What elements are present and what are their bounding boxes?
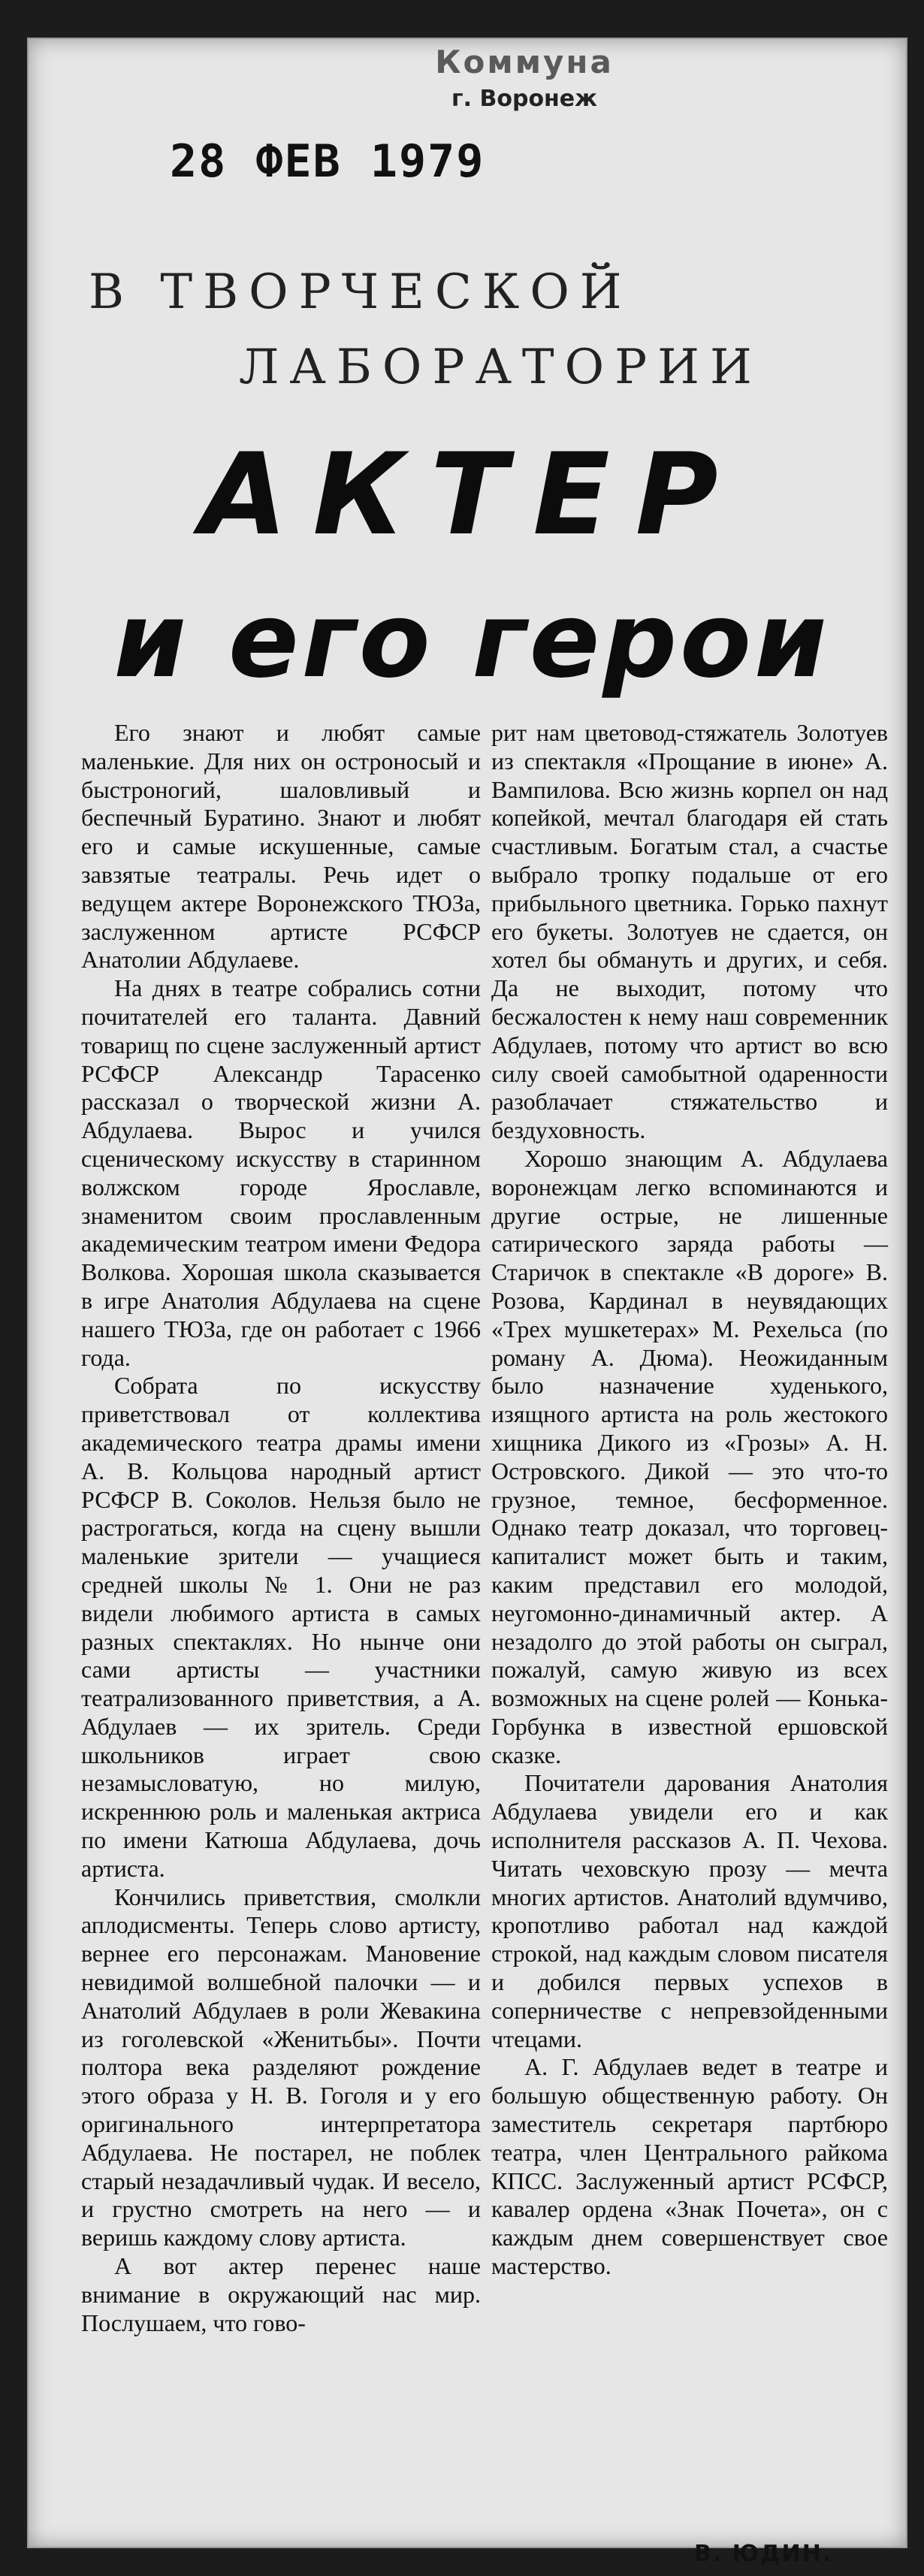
author-signature: В. ЮДИН.	[694, 2541, 833, 2567]
paragraph: Хорошо знающим А. Абдулаева воронежцам легко вспоминаются и другие острые, не лишенные сатирического заряда работы — Старичок в спектакле «В дороге» В. Розова, Кардинал в неувядающих «Трех мушкетерах» М. Рехельса (по роману А. Дюма). Неожиданным было назначение худенького, изящного артиста на роль жестокого хищника Дикого из «Грозы» А. Н. Островского. Дикой — это что-то грузное, темное, бесформенное. Однако театр доказал, что торговец-капиталист может быть и таким, каким представил его молодой, неугомонно-динамичный актер. А незадолго до этой работы он сыграл, пожалуй, самую живую из всех возможных на сцене ролей — Конька-Горбунка в известной ершовской сказке.	[491, 1144, 888, 1768]
article-column-2	[491, 719, 888, 2281]
stamp-newspaper-name: Коммуна	[435, 44, 614, 80]
article-column-1	[81, 719, 481, 2337]
paragraph: Кончились приветствия, смолкли аплодисменты. Теперь слово артисту, вернее его персонажам. Мановение невидимой волшебной палочки — и Анатолий Абдулаев в роли Жевакина из гоголевской «Женитьбы». Почти полтора века разделяют рождение этого образа у Н. В. Гоголя и у его оригинального интерпретатора Абдулаева. Не постарел, не поблек старый незадачливый чудак. И весело, и грустно смотреть на него — и веришь каждому слову артиста.	[81, 1883, 481, 2251]
rubric-line-1: В ТВОРЧЕСКОЙ	[89, 264, 633, 320]
newspaper-clipping	[29, 39, 906, 2567]
paragraph: А. Г. Абдулаев ведет в театре и большую общественную работу. Он заместитель секретаря партбюро театра, член Центрального райкома КПСС. Заслуженный артист РСФСР, кавалер ордена «Знак Почета», он с каждым днем совершенствует свое мастерство.	[491, 2053, 888, 2280]
paragraph: А вот актер перенес наше внимание в окружающий нас мир. Послушаем, что гово-	[81, 2252, 481, 2336]
stamp-city: г. Воронеж	[451, 86, 597, 112]
headline-title: АКТЕР	[200, 430, 744, 560]
paragraph: рит нам цветовод-стяжатель Золотуев из спектакля «Прощание в июне» А. Вампилова. Всю жизнь корпел он над копейкой, мечтал благодаря ей стать счастливым. Богатым стал, а счастье выбрало тропку подальше от его прибыльного цветника. Горько пахнут его букеты. Золотуев не сдается, он хотел бы обмануть и других, и себя. Да не выходит, потому что бесжалостен к нему наш современник Абдулаев, потому что артист во всю силу своей самобытной одаренности разоблачает стяжательство и бездуховность.	[491, 719, 888, 1144]
stamp-date: 28 ФЕВ 1979	[170, 135, 485, 188]
headline-subtitle: и его герои	[113, 580, 830, 701]
rubric-line-2: ЛАБОРАТОРИИ	[239, 340, 762, 395]
paragraph: Почитатели дарования Анатолия Абдулаева увидели его и как исполнителя рассказов А. П. Чехова. Читать чеховскую прозу — мечта многих артистов. Анатолий вдумчиво, кропотливо работал над каждой строкой, над каждым словом писателя и добился первых успехов в соперничестве с непревзойденными чтецами.	[491, 1769, 888, 2052]
paragraph: На днях в театре собрались сотни почитателей его таланта. Давний товарищ по сцене заслуженный артист РСФСР Александр Тарасенко рассказал о творческой жизни А. Абдулаева. Вырос и учился сценическому искусству в старинном волжском городе Ярославле, знаменитом своим прославленным академическим театром имени Федора Волкова. Хорошая школа сказывается в игре Анатолия Абдулаева на сцене нашего ТЮЗа, где он работает с 1966 года.	[81, 974, 481, 1371]
paragraph: Его знают и любят самые маленькие. Для них он остроносый и быстроногий, шаловливый и беспечный Буратино. Знают и любят его и самые искушенные, самые завзятые театралы. Речь идет о ведущем актере Воронежского ТЮЗа, заслуженном артисте РСФСР Анатолии Абдулаеве.	[81, 719, 481, 974]
paragraph: Собрата по искусству приветствовал от коллектива академического театра драмы имени А. В. Кольцова народный артист РСФСР В. Соколов. Нельзя было не растрогаться, когда на сцену вышли маленькие зрители — учащиеся средней школы № 1. Они не раз видели любимого артиста в самых разных спектаклях. Но нынче они сами артисты — участники театрализованного приветствия, а А. Абдулаев — их зритель. Среди школьников играет свою незамысловатую, но милую, искреннюю роль и маленькая актриса по имени Катюша Абдулаева, дочь артиста.	[81, 1372, 481, 1882]
